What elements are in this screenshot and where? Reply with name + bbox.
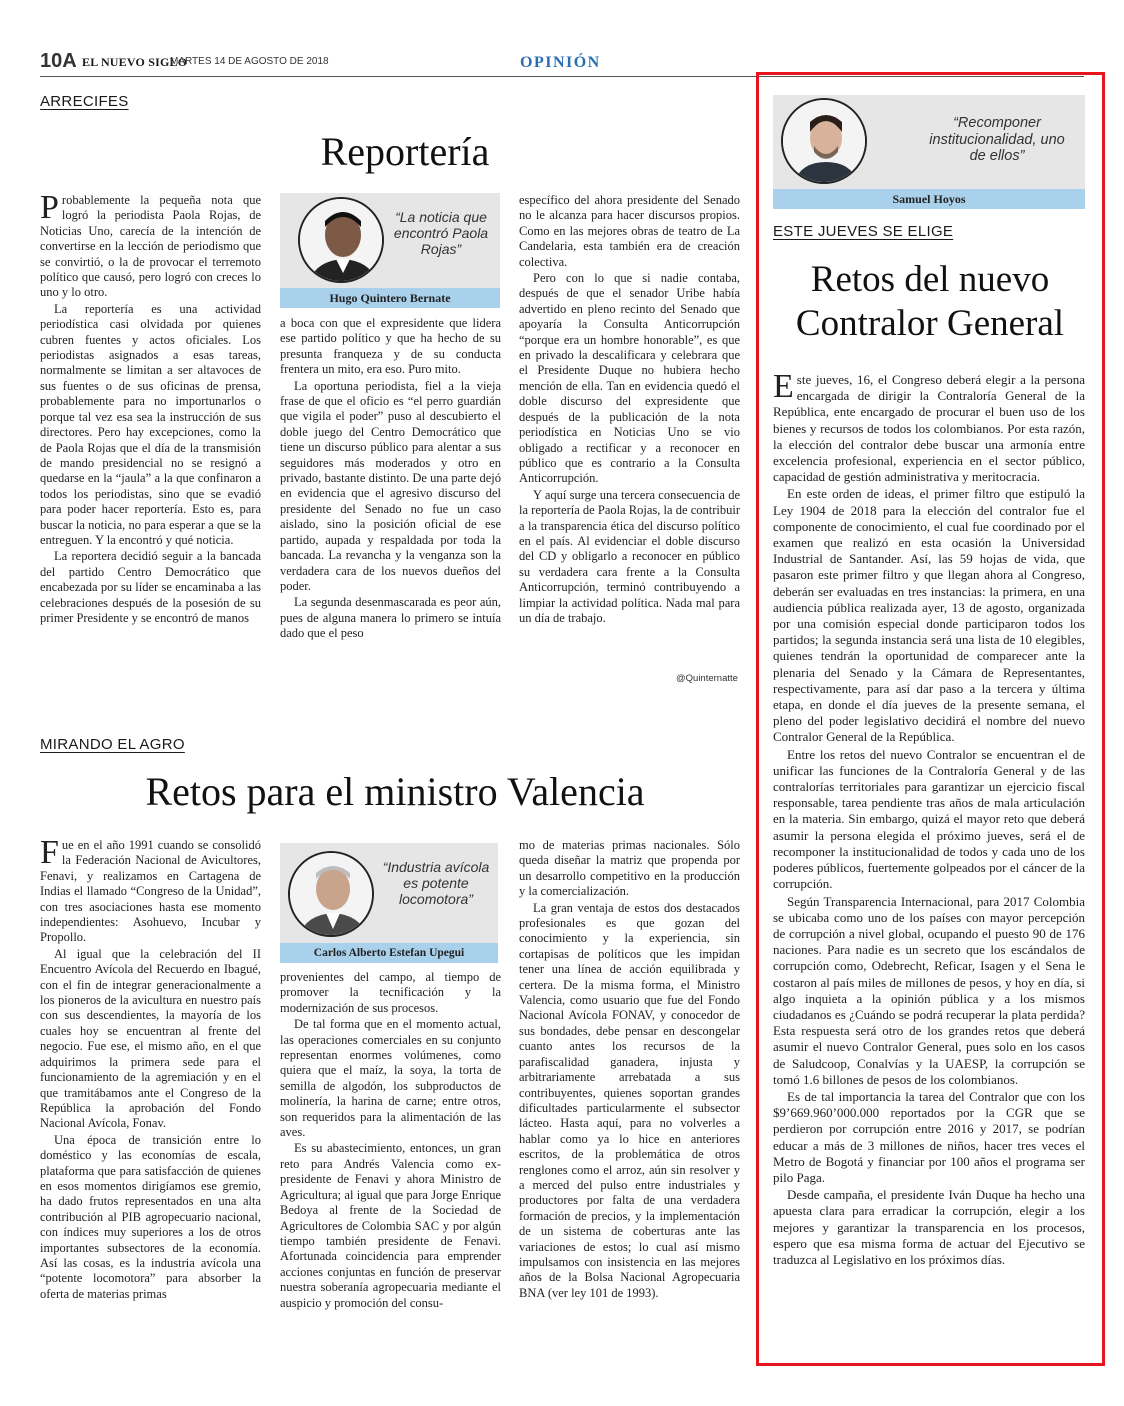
article3-author-box	[773, 95, 1085, 209]
article2-paragraph: Al igual que la celebración del II Encuentro Avícola del Recuerdo en Ibagué, con el fin de integrar generacionalmente a los pioneros de la avicultura en nuestro país con sus descendientes, la mayoría de los cuales hoy se encuentran al frente del negocio. Fue ese, el mismo año, en el que adquirimos la primera sede para el funcionamiento de la agremiación y en el que tramitábamos ante el Congreso de la República la aprobación del Fondo Nacional Avícola, Fonav.	[40, 946, 261, 1131]
article3-kicker: ESTE JUEVES SE ELIGE	[773, 223, 954, 240]
portrait-icon	[290, 853, 374, 937]
section-title: OPINIÓN	[520, 54, 601, 71]
article2-paragraph: provenientes del campo, al tiempo de promover la tecnificación y la modernización de sus procesos.	[280, 970, 501, 1015]
article3-paragraph: Desde campaña, el presidente Iván Duque ha hecho una apuesta clara para erradicar la corrupción, elegir a los mejores y garantizar la transparencia en los procesos, espero que esa misma forma de actuar del Ejecutivo se traduzca al Legislativo en los próximos días.	[773, 1187, 1085, 1267]
page-number: 10A	[40, 50, 77, 72]
issue-date: MARTES 14 DE AGOSTO DE 2018	[170, 56, 329, 67]
portrait-icon	[783, 100, 867, 184]
article2-column-2	[280, 970, 501, 1352]
article2-author-name: Carlos Alberto Estefan Upegui	[280, 943, 498, 963]
article3-paragraph: Es de tal importancia la tarea del Contralor que con los $9’669.960’000.000 reportados por la CGR que se perdieron por corrupción entre 2016 y 2017, se podrían educar a más de 3 millones de niños, hacer tres veces el Metro de Bogotá y financiar por 100 años el programa ser pilo Paga.	[773, 1088, 1085, 1185]
article1-paragraph: La oportuna periodista, fiel a la vieja frase de que el oficio es “el perro guardián que vigila el poder” puso al descubierto el doble juego del Centro Democrático que tiene un discurso público para alentar a sus seguidores más moderados y otro en privado, bastante distinto. De una parte dejó en evidencia que el agresivo discurso del presidente del Senado no fue un caso aislado, sino la posición oficial de ese partido, aupada y respaldada por toda la bancada. La revancha y la venganza son la verdadera cara de los nuevos dueños del poder.	[280, 378, 501, 593]
article2-author-box	[280, 843, 498, 963]
article2-paragraph: Es su abastecimiento, entonces, un gran reto para Andrés Valencia como ex-presidente de Fenavi y ahora Ministro de Agricultura; al igual que para Jorge Enrique Bedoya al frente de la Sociedad de Agricultores de Colombia SAC y por algún tiempo también presidente de Fenavi. Afortunada coincidencia para emprender acciones conjuntas en función de preservar nuestra soberanía agropecuaria mediante el auspicio y promoción del consu-	[280, 1141, 501, 1310]
article1-author-box	[280, 193, 500, 308]
drop-cap: F	[40, 838, 59, 871]
article1-author-name: Hugo Quintero Bernate	[280, 288, 500, 308]
article1-kicker: ARRECIFES	[40, 93, 129, 110]
article2-paragraph	[40, 838, 261, 946]
article1-column-3	[519, 193, 740, 676]
article3-body-text: ste jueves, 16, el Congreso deberá elegir a la persona encargada de dirigir la Contraloría General de la República, ente encargado de procurar el buen uso de los bienes y recursos de todos los colombianos. Por esta razón, la elección del contralor debe buscar una armonía entre excelencia profesional, experiencia en el sector público, capacidad de gestión administrativa y meritocracia.	[773, 372, 1085, 485]
article1-paragraph: Pero con lo que si nadie contaba, después de que el senador Uribe había advertido en pleno recinto del Senado que apoyaría la Consulta Anticorrupción “porque era un hombre honorable”, es que en privado la descalificara y celebrara que el Presidente Duque no hubiera hecho mención de ella. Tan en evidencia quedó el doble discurso del expresidente que después de la publicación de la nota periodística en Noticias Uno se vio obligado a rectificar y a reconocer en público que es contrario a la Consulta Anticorrupción.	[519, 271, 740, 486]
article1-paragraph: La segunda desenmascarada es peor aún, pues de alguna manera lo primero se intuía dado que el peso	[280, 595, 501, 641]
article2-headline: Retos para el ministro Valencia	[145, 769, 645, 814]
article1-column-1	[40, 193, 261, 689]
article1-column-2	[280, 316, 501, 689]
article2-paragraph: La gran ventaja de estos dos destacados profesionales es que gozan del conocimiento y la experiencia, sin cortapisas de políticos que les impidan tener una línea de acción equilibrada y certera. De la misma forma, el Ministro Valencia, como usuario que fue del Fondo Nacional Avícola FONAV, y conocedor de sus bondades, debe pensar en descongelar cuanto antes los recursos de la parafiscalidad ganadera, injusta y arbitrariamente arrebatada a sus contribuyentes, quienes soportan grandes dificultades particularmente el subsector lácteo. Hasta aquí, para no volverles a hablar como ya lo hice en anteriores escritos, de la problemática de otros renglones como el arroz, aún sin resolver y a merced del pulso entre industriales y productores por falta de una verdadera formación de precios, y la implementación de un sistema de coberturas ante las variaciones de estos; lo cual así mismo impulsamos con insistencia en las mejores años de la Bolsa Nacional Agropecuaria BNA (ver ley 101 de 1993).	[519, 900, 740, 1300]
article1-paragraph: La reportería es una actividad periodística casi olvidada por quienes cubren fuentes y actos oficiales. Los periodistas asignados a esas tareas, normalmente se limitan a ser altavoces de sus fuentes o de sus oficinas de prensa, probablemente para no importunarlos o porque tal vez esa sea la instrucción de sus directores. Pero hay excepciones, como la de Paola Rojas que el día de la transmisión de mando presidencial no se resignó a quedarse en la “jaula” a la que confinaron a todos los periodistas, sino que se evadió para poder hacer reportería. Esto es, para buscar la noticia, no para esperar a que se la entreguen. Y la encontró y qué noticia.	[40, 301, 261, 547]
article2-column-1	[40, 838, 261, 1352]
article1-paragraph: Y aquí surge una tercera consecuencia de la reportería de Paola Rojas, la de contribuir a la transparencia ética del discurso político en el país. Al evidenciar el doble discurso del CD y obligarlo a reconocer en público su verdadera cara frente a la Consulta Anticorrupción, terminó contribuyendo a limpiar la actividad política. Nada mal para un día de trabajo.	[519, 487, 740, 625]
author-photo-samuel-hoyos	[781, 98, 867, 184]
article3-headline-line-1: Retos del nuevo	[810, 259, 1050, 300]
article1-paragraph	[40, 193, 261, 301]
article1-pull-quote: “La noticia que encontró Paola Rojas”	[393, 209, 489, 258]
article3-headline-line-2: Contralor General	[795, 303, 1065, 344]
drop-cap: P	[40, 193, 59, 226]
article1-paragraph: específico del ahora presidente del Senado no le alcanza para hacer discursos propios. Como en las mejores obras de teatro de La Candelaria, esta también era de creación colectiva.	[519, 193, 740, 269]
article3-paragraph	[773, 372, 1085, 485]
article2-kicker: MIRANDO EL AGRO	[40, 736, 185, 753]
article2-paragraph: mo de materias primas nacionales. Sólo queda diseñar la matriz que propenda por un desarrollo competitivo en la producción y la comercialización.	[519, 838, 740, 899]
drop-cap: E	[773, 372, 794, 405]
article2-column-3	[519, 838, 740, 1352]
author-photo-hugo-quintero	[298, 197, 384, 283]
article1-col1-text: robablemente la pequeña nota que logró la periodista Paola Rojas, de Noticias Uno, carecía de la intención de convertirse en la lección de periodismo que se convirtió, o la de provocar el terremoto político que causó, pero logró con creces lo uno y lo otro.	[40, 193, 261, 300]
author-photo-carlos-estefan	[288, 851, 374, 937]
article3-author-name: Samuel Hoyos	[773, 189, 1085, 209]
article1-twitter-handle: @Quinternatte	[676, 673, 738, 684]
article3-headline	[768, 258, 1092, 346]
article3-paragraph: En este orden de ideas, el primer filtro que estipuló la Ley 1904 de 2018 para la elección del contralor fue el componente de conocimiento, el cual fue coordinado por el examen que realizó en esta ocasión la Universidad Industrial de Santander. Así, las 59 hojas de vida, que pasaron este primer filtro y que llegan ahora al Congreso, deberán ser evaluadas en tres instancias: la primera, en una audiencia pública realizada ayer, 13 de agosto, organizada por una comisión especial donde participaron todos los partidos; la segunda instancia será una lista de 10 elegibles, quienes tendrán la oportunidad de comparecer ante la plenaria del Senado y la Cámara de Representantes, respectivamente, para así dar paso a la tercera y última etapa, en donde el día jueves de la presente semana, el pleno del poder legislativo decidirá el nombre del nuevo Contralor General de la República.	[773, 486, 1085, 745]
article3-pull-quote: “Recomponer institucionalidad, uno de ellos”	[929, 115, 1065, 165]
article2-paragraph: De tal forma que en el momento actual, las operaciones comerciales en su conjunto representan enormes volúmenes, como quiera que el maíz, la soya, la torta de semilla de algodón, los subproductos de molinería, la harina de carne; entre otros, son requeridos para la alimentación de las aves.	[280, 1017, 501, 1140]
article3-paragraph: Según Transparencia Internacional, para 2017 Colombia se ubicaba como uno de los países con mayor percepción de corrupción a nivel global, ocupando el puesto 90 de 176 naciones. Para nadie es un secreto que los escándalos de corrupción como, Odebrecht, Reficar, Isagen y el Sena le costaron al país miles de millones de pesos, y hoy en día, si algo inquieta a la opinión pública y a los mismos ciudadanos es ¿Cuándo se podrá recuperar la plata perdida? Esta respuesta será otro de los grandes retos que deberá asumir el nuevo Contralor General, pues solo en los casos de Saludcoop, Conalvías y la UAESP, la corrupción se tomó 1.6 billones de pesos de los colombianos.	[773, 893, 1085, 1087]
article1-paragraph: a boca con que el expresidente que lidera ese partido político y que ha hecho de su presunta franqueza y de su conducta frentera un mito, era eso. Puro mito.	[280, 316, 501, 377]
portrait-icon	[300, 199, 384, 283]
article2-pull-quote: “Industria avícola es potente locomotora”	[382, 859, 490, 908]
article2-col1-text: ue en el año 1991 cuando se consolidó la Federación Nacional de Avicultores, Fenavi, y realizamos en Cartagena de Indias el llamado “Congreso de la Unidad”, con tres asociaciones hasta ese momento independientes: Asohuevo, Incubar y Propollo.	[40, 838, 261, 945]
article1-headline: Reportería	[320, 129, 490, 174]
article1-paragraph: La reportera decidió seguir a la bancada del partido Centro Democrático que encabezada por su líder se encaminaba a las celebraciones después de la posesión de su primer Presidente y se encontró de manos	[40, 549, 261, 625]
article2-paragraph: Una época de transición entre lo doméstico y las economías de escala, plataforma que para satisfacción de quienes en esos momentos dirigíamos ese gremio, ha dado frutos representados en una alta contribución al PIB agropecuario nacional, con índices muy superiores a los de otros importantes subsectores de la economía. Así las cosas, es la industria avícola una “potente locomotora” para absorber la oferta de materias primas	[40, 1132, 261, 1301]
article3-paragraph: Entre los retos del nuevo Contralor se encuentran el de unificar las funciones de la Contraloría General y de las contralorías territoriales para garantizar un ejercicio fiscal responsable, tarea pendiente tras años de mala articulación en la materia. Sin embargo, quizá el mayor reto que deberá asumir la persona elegida el próximo jueves, será el de recomponer la institucionalidad de todos y cada uno de los poderes públicos, fuertemente golpeados por el cáncer de la corrupción.	[773, 746, 1085, 892]
newspaper-name: EL NUEVO SIGLO	[82, 55, 188, 69]
article3-body	[773, 372, 1085, 1352]
